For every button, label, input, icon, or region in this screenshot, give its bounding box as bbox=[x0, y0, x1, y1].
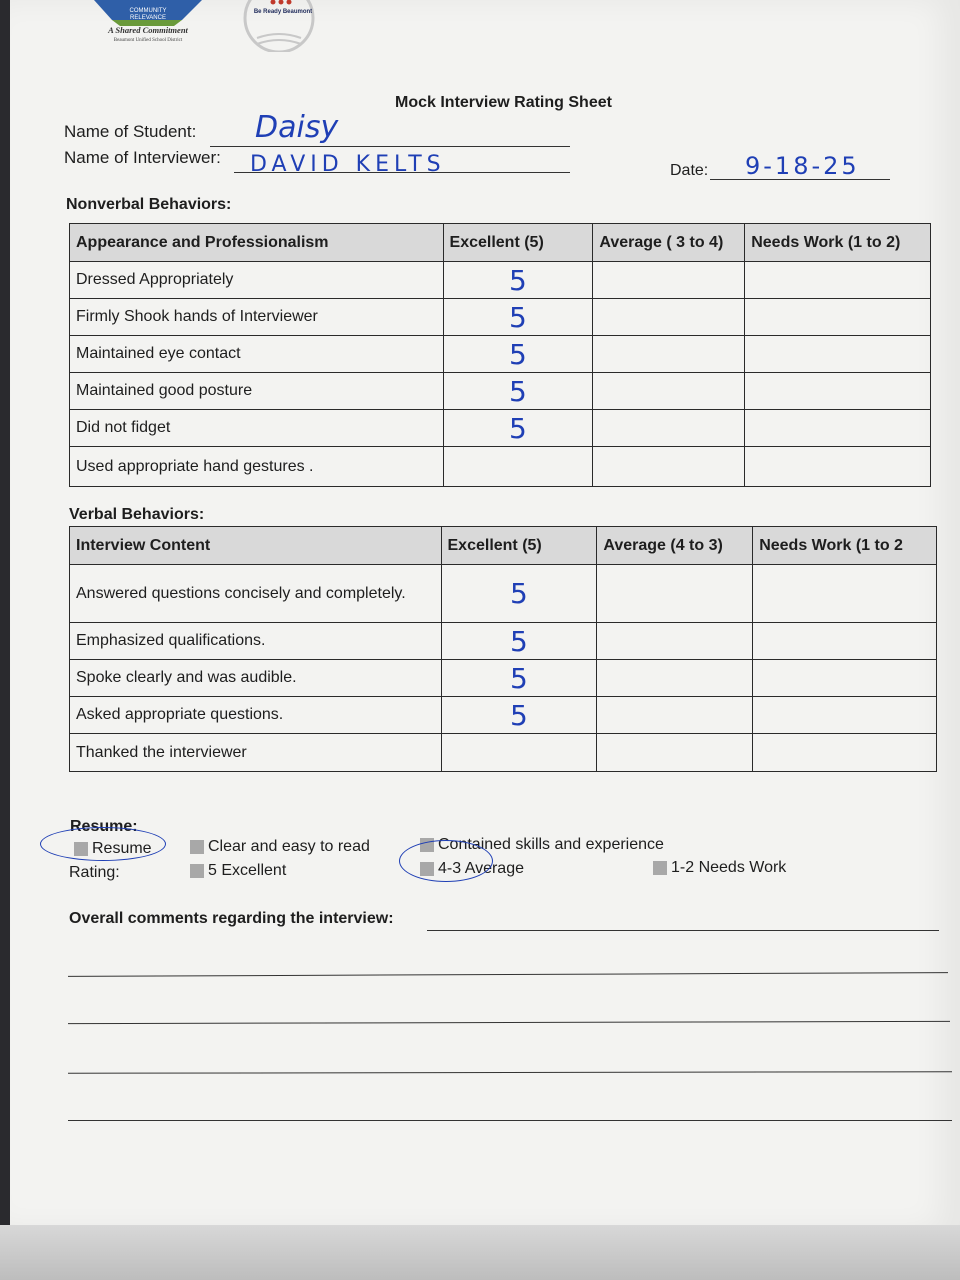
rating-label: Rating: bbox=[69, 864, 120, 881]
average-cell bbox=[593, 262, 745, 299]
comment-line[interactable] bbox=[68, 1071, 952, 1074]
average-circle-mark bbox=[399, 840, 493, 882]
page-title: Mock Interview Rating Sheet bbox=[395, 94, 612, 111]
comment-line[interactable] bbox=[68, 972, 948, 977]
desk-surface bbox=[0, 1225, 960, 1280]
verbal-table bbox=[69, 526, 937, 772]
interviewer-name-handwritten: DAVID KELTS bbox=[250, 152, 446, 177]
needs-work-cell bbox=[745, 410, 931, 447]
resume-section-title: Resume: bbox=[70, 818, 138, 835]
average-cell bbox=[597, 565, 753, 623]
header-average: Average ( 3 to 4) bbox=[593, 224, 745, 262]
row-label: Thanked the interviewer bbox=[70, 734, 442, 772]
excellent-score: 5 bbox=[443, 373, 593, 410]
excellent-option-label: 5 Excellent bbox=[208, 862, 287, 879]
average-cell bbox=[597, 660, 753, 697]
row-label: Maintained eye contact bbox=[70, 336, 444, 373]
comments-label: Overall comments regarding the interview: bbox=[69, 910, 394, 927]
row-label: Did not fidget bbox=[70, 410, 444, 447]
comment-line[interactable] bbox=[68, 1120, 952, 1121]
excellent-score: 5 bbox=[441, 697, 597, 734]
checkbox-icon[interactable] bbox=[653, 861, 667, 875]
resume-option-label: Resume bbox=[92, 840, 152, 857]
needs-work-cell bbox=[745, 447, 931, 487]
excellent-score: 5 bbox=[443, 336, 593, 373]
nonverbal-section-title: Nonverbal Behaviors: bbox=[66, 196, 232, 213]
logo-district: Beaumont Unified School District bbox=[113, 38, 183, 43]
be-ready-text: Be Ready Beaumont bbox=[253, 9, 313, 15]
row-label: Emphasized qualifications. bbox=[70, 623, 442, 660]
table-row bbox=[70, 734, 937, 772]
logo-line2: RELEVANCE bbox=[130, 15, 166, 21]
row-label: Firmly Shook hands of Interviewer bbox=[70, 299, 444, 336]
needs-work-cell bbox=[745, 336, 931, 373]
date-handwritten: 9-18-25 bbox=[745, 152, 860, 180]
needs-work-cell bbox=[753, 565, 937, 623]
checkbox-icon[interactable] bbox=[190, 864, 204, 878]
date-label: Date: bbox=[670, 162, 709, 179]
row-label: Answered questions concisely and completely. bbox=[70, 565, 442, 623]
verbal-header-row bbox=[70, 527, 937, 565]
average-cell bbox=[597, 734, 753, 772]
average-cell bbox=[593, 373, 745, 410]
checkbox-icon[interactable] bbox=[190, 840, 204, 854]
header-needs-work: Needs Work (1 to 2 bbox=[753, 527, 937, 565]
header-appearance: Appearance and Professionalism bbox=[70, 224, 444, 262]
excellent-score: 5 bbox=[443, 410, 593, 447]
table-row bbox=[70, 299, 931, 336]
comment-line[interactable] bbox=[68, 1021, 950, 1024]
comment-line[interactable] bbox=[427, 930, 939, 931]
excellent-score bbox=[443, 447, 593, 487]
table-row bbox=[70, 373, 931, 410]
average-cell bbox=[593, 336, 745, 373]
be-ready-logo bbox=[243, 0, 321, 52]
needs-work-cell bbox=[745, 373, 931, 410]
table-row bbox=[70, 447, 931, 487]
excellent-score: 5 bbox=[443, 299, 593, 336]
table-row bbox=[70, 660, 937, 697]
table-row bbox=[70, 410, 931, 447]
needs-work-cell bbox=[745, 262, 931, 299]
logo-tagline: A Shared Commitment bbox=[108, 25, 188, 35]
header-excellent: Excellent (5) bbox=[443, 224, 593, 262]
table-row bbox=[70, 697, 937, 734]
average-cell bbox=[593, 447, 745, 487]
row-label: Spoke clearly and was audible. bbox=[70, 660, 442, 697]
needs-work-cell bbox=[753, 697, 937, 734]
verbal-section-title: Verbal Behaviors: bbox=[69, 506, 205, 523]
excellent-score: 5 bbox=[443, 262, 593, 299]
average-cell bbox=[593, 299, 745, 336]
nonverbal-table bbox=[69, 223, 931, 487]
average-cell bbox=[597, 623, 753, 660]
row-label: Asked appropriate questions. bbox=[70, 697, 442, 734]
header-average: Average (4 to 3) bbox=[597, 527, 753, 565]
needs-work-cell bbox=[753, 660, 937, 697]
average-cell bbox=[593, 410, 745, 447]
student-name-handwritten: Daisy bbox=[255, 110, 339, 145]
header-needs-work: Needs Work (1 to 2) bbox=[745, 224, 931, 262]
row-label: Used appropriate hand gestures . bbox=[70, 447, 444, 487]
contained-option-label: Contained skills and experience bbox=[438, 836, 664, 853]
table-row bbox=[70, 565, 937, 623]
excellent-option[interactable] bbox=[190, 862, 286, 880]
student-label: Name of Student: bbox=[64, 122, 197, 141]
district-logo bbox=[82, 0, 214, 46]
excellent-score: 5 bbox=[441, 623, 597, 660]
table-row bbox=[70, 336, 931, 373]
average-option-label: 4-3 Average bbox=[438, 860, 524, 877]
clear-option-label: Clear and easy to read bbox=[208, 838, 370, 855]
table-row bbox=[70, 623, 937, 660]
logo-line1: COMMUNITY bbox=[129, 8, 167, 14]
excellent-score: 5 bbox=[441, 565, 597, 623]
needs-work-cell bbox=[753, 734, 937, 772]
row-label: Maintained good posture bbox=[70, 373, 444, 410]
student-line bbox=[210, 146, 570, 147]
resume-circle-mark bbox=[40, 827, 166, 861]
needs-work-option[interactable] bbox=[653, 859, 786, 877]
nonverbal-header-row bbox=[70, 224, 931, 262]
needs-work-cell bbox=[753, 623, 937, 660]
clear-option[interactable] bbox=[190, 838, 370, 856]
table-row bbox=[70, 262, 931, 299]
average-cell bbox=[597, 697, 753, 734]
needs-work-cell bbox=[745, 299, 931, 336]
row-label: Dressed Appropriately bbox=[70, 262, 444, 299]
interviewer-label: Name of Interviewer: bbox=[64, 148, 221, 167]
header-excellent: Excellent (5) bbox=[441, 527, 597, 565]
rating-sheet-page bbox=[10, 0, 960, 1230]
header-interview-content: Interview Content bbox=[70, 527, 442, 565]
excellent-score: 5 bbox=[441, 660, 597, 697]
needs-work-option-label: 1-2 Needs Work bbox=[671, 859, 787, 876]
excellent-score bbox=[441, 734, 597, 772]
